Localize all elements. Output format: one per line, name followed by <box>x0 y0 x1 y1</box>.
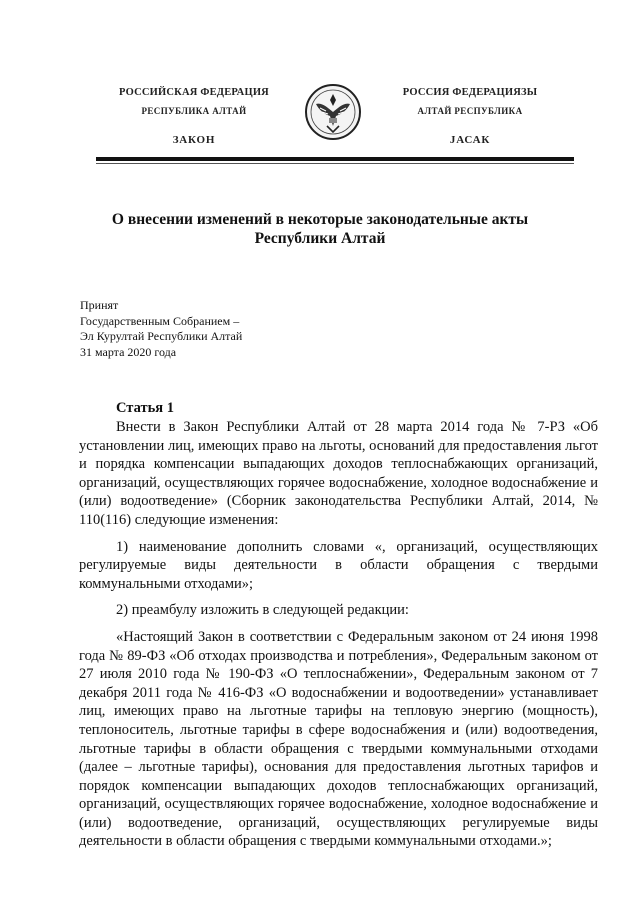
header-right-republic: АЛТАЙ РЕСПУБЛИКА <box>417 106 523 116</box>
article-paragraph: «Настоящий Закон в соответствии с Федеральным законом от 24 июня 1998 года № 89-ФЗ «Об отходах производства и потребления», Федеральным законом от 27 июля 2010 года № 190-ФЗ «О теплоснабжении», Федеральным законом от 7 декабря 2011 года № 416-ФЗ «О водоснабжении и водоотведении» устанавливает лиц, имеющих право на льготные тарифы на тепловую энергию (мощность), теплоноситель, льготные тарифы в сфере водоснабжения и (или) водоотведения, льготные тарифы в области обращения с твердыми коммунальными отходами (далее – льготные тарифы), основания для предоставления льготных тарифов и порядок компенсации выпадающих доходов теплоснабжающих организаций, организаций, осуществляющих горячее водоснабжение, холодное водоснабжение и (или) водоотведение, организаций, осуществляющих регулируемые виды деятельности в области обращения с твердыми коммунальными отходами.»; <box>79 628 598 850</box>
header-left-block <box>108 84 280 148</box>
adoption-date: 31 марта 2020 года <box>80 344 177 359</box>
article-heading: Статья 1 <box>116 400 174 416</box>
adoption-line-3: Эл Курултай Республики Алтай <box>80 329 243 343</box>
article-paragraph: 2) преамбулу изложить в следующей редакции: <box>116 602 409 619</box>
header-divider-thick <box>96 157 574 161</box>
article-paragraph: Внести в Закон Республики Алтай от 28 марта 2014 года № 7-РЗ «Об установлении лиц, имеющих право на льготы, оснований для предоставления льгот и порядка компенсации выпадающих доходов теплоснабжающих организаций, организаций, осуществляющих горячее водоснабжение, холодное водоснабжение и (или) водоотведение» (Сборник законодательства Республики Алтай, 2014, № 110(116) следующие изменения: <box>79 419 598 528</box>
header-right-doc-type: JАСАК <box>449 134 491 146</box>
adoption-block <box>80 298 380 360</box>
header-left-republic: РЕСПУБЛИКА АЛТАЙ <box>141 106 247 116</box>
adoption-line-2: Государственным Собранием – <box>80 313 240 328</box>
article-paragraph: 1) наименование дополнить словами «, организаций, осуществляющих регулируемые виды деятельности в области обращения с твердыми коммунальными отходами»; <box>79 538 598 592</box>
header-right-country: РОССИЯ ФЕДЕРАЦИЯЗЫ <box>402 87 538 98</box>
law-title-line-2: Республики Алтай <box>254 230 386 247</box>
header-right-block <box>384 84 556 148</box>
law-title <box>80 210 560 248</box>
header-left-doc-type: ЗАКОН <box>172 134 216 146</box>
coat-of-arms-icon <box>302 82 364 142</box>
adoption-line-1: Принят <box>80 298 119 312</box>
header-divider-thin <box>96 163 574 164</box>
header-left-country: РОССИЙСКАЯ ФЕДЕРАЦИЯ <box>119 87 269 98</box>
article-body <box>79 418 598 851</box>
law-title-line-1: О внесении изменений в некоторые законодательные акты <box>111 211 529 228</box>
